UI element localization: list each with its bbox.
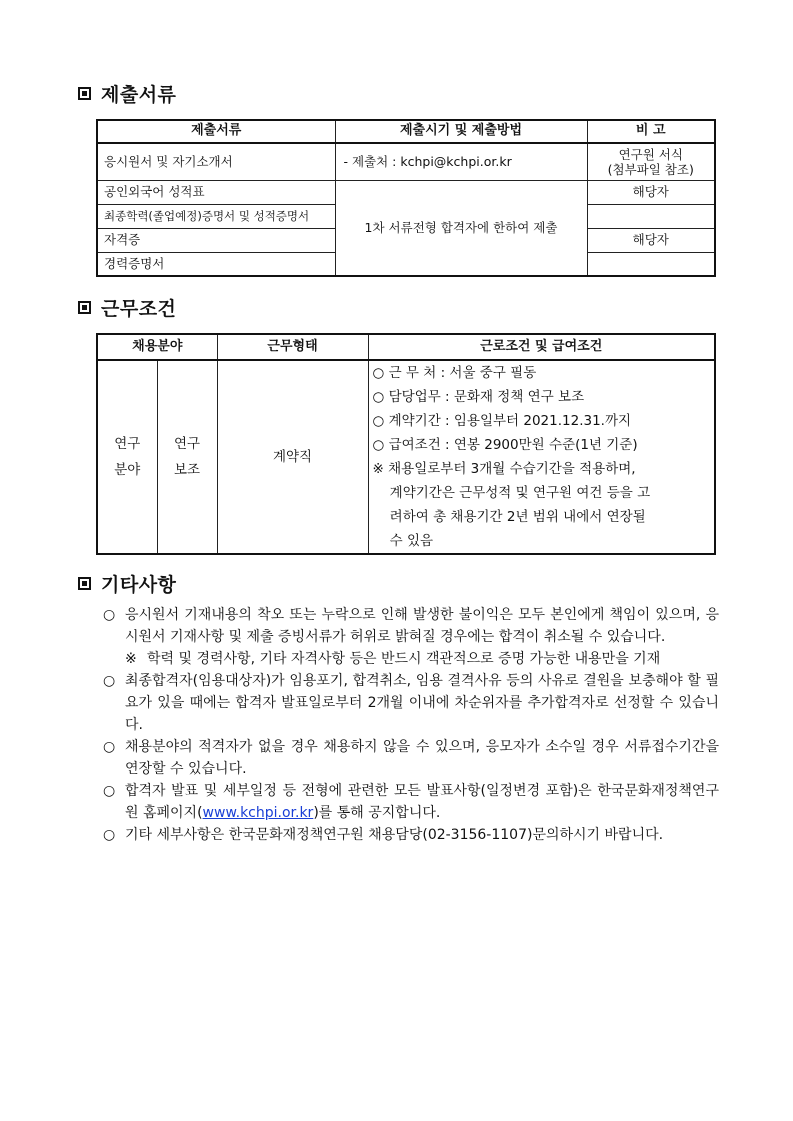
condition-line: 수 있음 (372, 533, 434, 549)
condition-line: ○ 급여조건 : 연봉 2900만원 수준(1년 기준) (372, 437, 638, 453)
list-item: ○ 채용분야의 적격자가 없을 경우 채용하지 않을 수 있으며, 응모자가 소수일 경우 서류접수기간을 연장할 수 있습니다. (103, 736, 719, 780)
table-header: 제출시기 및 제출방법 (335, 120, 587, 143)
list-item: ○ 최종합격자(임용대상자)가 임용포기, 합격취소, 임용 결격사유 등의 사유로 결원을 보충해야 할 필요가 있을 때에는 합격자 발표일로부터 2개월 이내에 차순위자를 추가합격자로 선정할 수 있습니다. (103, 670, 719, 736)
table-row (97, 360, 715, 554)
circle-bullet-icon: ○ (103, 607, 116, 623)
table-row: 최종학력(졸업예정)증명서 및 성적증명서 (97, 204, 715, 228)
table-row: 자격증 해당자 (97, 228, 715, 252)
table-row: 응시원서 및 자기소개서 - 제출처 : kchpi@kchpi.or.kr 연구원 서식 (첨부파일 참조) (97, 143, 715, 180)
list-item-note: ※ 학력 및 경력사항, 기타 자격사항 등은 반드시 객관적으로 증명 가능한 내용만을 기재 (103, 648, 719, 670)
table-header: 제출서류 (97, 120, 335, 143)
circle-bullet-icon: ○ (103, 827, 116, 843)
table-header: 비 고 (587, 120, 715, 143)
field-cell: 연구 분야 (97, 360, 157, 554)
conditions-cell (368, 360, 715, 554)
condition-line: 계약기간은 근무성적 및 연구원 여건 등을 고 (372, 485, 651, 501)
reference-mark-icon: ※ (125, 651, 137, 667)
homepage-link[interactable]: www.kchpi.or.kr (202, 805, 314, 821)
merged-method-cell: 1차 서류전형 합격자에 한하여 제출 (335, 180, 587, 276)
condition-line: ○ 담당업무 : 문화재 정책 연구 보조 (372, 389, 585, 405)
field-cell: 연구 보조 (157, 360, 217, 554)
documents-table (96, 119, 716, 277)
circle-bullet-icon: ○ (103, 783, 116, 799)
table-header: 채용분야 (97, 334, 217, 360)
work-type-cell: 계약직 (217, 360, 368, 554)
circle-bullet-icon: ○ (103, 673, 116, 689)
work-section-title: 근무조건 (78, 294, 176, 321)
table-row: 경력증명서 (97, 252, 715, 276)
misc-list (103, 604, 719, 846)
list-item: ○ 합격자 발표 및 세부일정 등 전형에 관련한 모든 발표사항(일정변경 포함)은 한국문화재정책연구원 홈페이지(www.kchpi.or.kr)를 통해 공지합니다. (103, 780, 719, 824)
circle-bullet-icon: ○ (103, 739, 116, 755)
square-bullet-icon (78, 87, 91, 100)
table-header: 근로조건 및 급여조건 (368, 334, 715, 360)
table-row: 공인외국어 성적표 1차 서류전형 합격자에 한하여 제출 해당자 (97, 180, 715, 204)
square-bullet-icon (78, 577, 91, 590)
table-header: 근무형태 (217, 334, 368, 360)
documents-section-title: 제출서류 (78, 80, 176, 107)
list-item: ○ 기타 세부사항은 한국문화재정책연구원 채용담당(02-3156-1107)문의하시기 바랍니다. (103, 824, 719, 846)
list-item: ○ 응시원서 기재내용의 착오 또는 누락으로 인해 발생한 불이익은 모두 본인에게 책임이 있으며, 응시원서 기재사항 및 제출 증빙서류가 허위로 밝혀질 경우에는 합격이 취소될 수 있습니다. (103, 604, 719, 648)
work-conditions-table (96, 333, 716, 555)
condition-line: ※ 채용일로부터 3개월 수습기간을 적용하며, (372, 461, 636, 477)
condition-line: 려하여 총 채용기간 2년 범위 내에서 연장될 (372, 509, 646, 525)
condition-line: ○ 계약기간 : 임용일부터 2021.12.31.까지 (372, 413, 632, 429)
misc-section-title: 기타사항 (78, 570, 176, 597)
condition-line: ○ 근 무 처 : 서울 중구 필동 (372, 365, 537, 381)
square-bullet-icon (78, 301, 91, 314)
